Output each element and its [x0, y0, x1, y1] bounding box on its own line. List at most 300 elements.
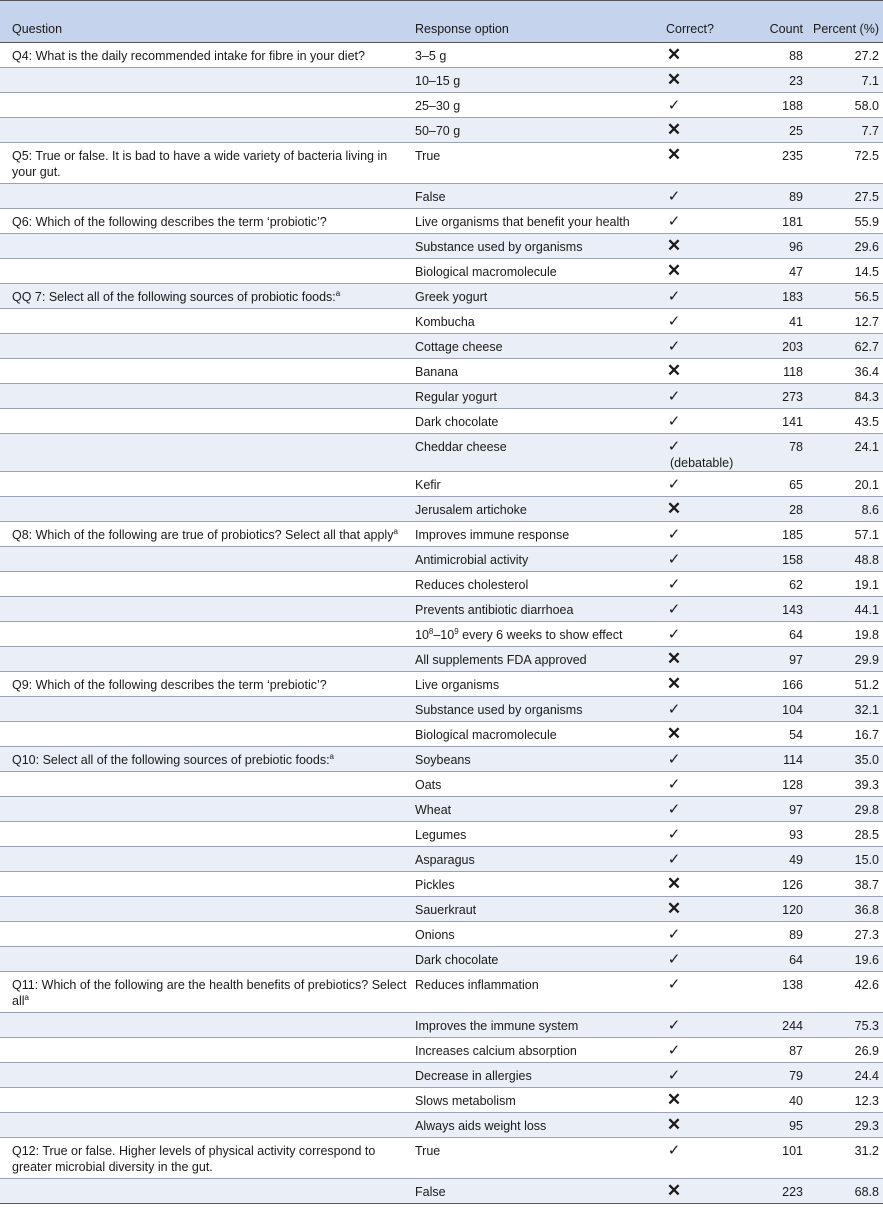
response-text: Onions	[415, 928, 455, 942]
question-cell	[0, 672, 411, 697]
percent-cell: 36.8	[807, 897, 883, 922]
correct-cell	[662, 897, 742, 922]
response-text: Improves the immune system	[415, 1019, 579, 1033]
table-row	[0, 847, 883, 872]
response-cell	[411, 947, 662, 972]
table-row	[0, 1088, 883, 1113]
correct-cell	[662, 118, 742, 143]
response-cell	[411, 209, 662, 234]
percent-cell: 26.9	[807, 1038, 883, 1063]
correct-cell	[662, 872, 742, 897]
correct-cell	[662, 384, 742, 409]
percent-cell: 35.0	[807, 747, 883, 772]
response-cell	[411, 334, 662, 359]
response-cell	[411, 1038, 662, 1063]
percent-cell: 19.8	[807, 622, 883, 647]
table-row	[0, 897, 883, 922]
cross-icon: ✕	[666, 1090, 682, 1109]
response-text: Prevents antibiotic diarrhoea	[415, 603, 574, 617]
percent-cell: 48.8	[807, 547, 883, 572]
response-text: Jerusalem artichoke	[415, 503, 527, 517]
correct-cell	[662, 947, 742, 972]
percent-cell: 55.9	[807, 209, 883, 234]
question-cell	[0, 1063, 411, 1088]
response-text: Legumes	[415, 828, 467, 842]
check-icon: ✓	[667, 926, 681, 943]
response-cell	[411, 772, 662, 797]
question-text: Q12: True or false. Higher levels of physical activity correspond to greater microbial diversity in the gut.	[12, 1144, 376, 1174]
response-text: Biological macromolecule	[415, 265, 557, 279]
table-row	[0, 1138, 883, 1179]
cross-icon: ✕	[666, 361, 682, 380]
percent-cell: 62.7	[807, 334, 883, 359]
header-question: Question	[0, 1, 411, 43]
header-percent: Percent (%)	[807, 1, 883, 43]
correct-cell	[662, 259, 742, 284]
correct-cell	[662, 647, 742, 672]
question-cell	[0, 1138, 411, 1179]
table-row	[0, 93, 883, 118]
count-cell: 54	[742, 722, 807, 747]
check-icon: ✓	[667, 976, 681, 993]
percent-cell: 36.4	[807, 359, 883, 384]
cross-icon: ✕	[666, 499, 682, 518]
percent-cell: 8.6	[807, 497, 883, 522]
table-row	[0, 972, 883, 1013]
check-icon: ✓	[667, 97, 681, 114]
percent-cell: 16.7	[807, 722, 883, 747]
count-cell: 93	[742, 822, 807, 847]
response-text: Sauerkraut	[415, 903, 477, 917]
response-cell	[411, 722, 662, 747]
footnote-marker: a	[329, 751, 334, 761]
response-cell	[411, 922, 662, 947]
question-text: Q4: What is the daily recommended intake for fibre in your diet?	[12, 49, 365, 63]
response-text: –10	[433, 628, 455, 642]
response-exponent: 9	[454, 626, 459, 636]
response-text: True	[415, 1144, 441, 1158]
cross-icon: ✕	[666, 1181, 682, 1200]
correct-cell	[662, 722, 742, 747]
table-row	[0, 434, 883, 472]
response-text: False	[415, 1185, 446, 1199]
response-text: Banana	[415, 365, 459, 379]
percent-cell: 15.0	[807, 847, 883, 872]
response-text: Kefir	[415, 478, 441, 492]
check-icon: ✓	[667, 438, 681, 455]
table-row	[0, 772, 883, 797]
question-cell	[0, 872, 411, 897]
percent-cell: 14.5	[807, 259, 883, 284]
question-cell	[0, 922, 411, 947]
count-cell: 141	[742, 409, 807, 434]
count-cell: 138	[742, 972, 807, 1013]
question-cell	[0, 572, 411, 597]
cross-icon: ✕	[666, 261, 682, 280]
correct-cell	[662, 43, 742, 68]
correct-cell	[662, 847, 742, 872]
response-cell	[411, 309, 662, 334]
response-cell	[411, 118, 662, 143]
cross-icon: ✕	[666, 674, 682, 693]
percent-cell: 72.5	[807, 143, 883, 184]
correct-note: (debatable)	[670, 456, 734, 470]
percent-cell: 28.5	[807, 822, 883, 847]
footnote-marker: a	[24, 992, 29, 1002]
count-cell: 120	[742, 897, 807, 922]
correct-cell	[662, 409, 742, 434]
check-icon: ✓	[667, 1142, 681, 1159]
percent-cell: 19.1	[807, 572, 883, 597]
percent-cell: 58.0	[807, 93, 883, 118]
count-cell: 64	[742, 947, 807, 972]
cross-icon: ✕	[666, 874, 682, 893]
response-text: False	[415, 190, 446, 204]
question-cell	[0, 747, 411, 772]
response-text: 50–70 g	[415, 124, 461, 138]
count-cell: 114	[742, 747, 807, 772]
response-cell	[411, 747, 662, 772]
response-cell	[411, 384, 662, 409]
table-row	[0, 1038, 883, 1063]
count-cell: 126	[742, 872, 807, 897]
percent-cell: 7.1	[807, 68, 883, 93]
response-text: Pickles	[415, 878, 455, 892]
correct-cell	[662, 972, 742, 1013]
table-row	[0, 697, 883, 722]
response-cell	[411, 647, 662, 672]
question-cell	[0, 722, 411, 747]
check-icon: ✓	[667, 776, 681, 793]
count-cell: 143	[742, 597, 807, 622]
check-icon: ✓	[667, 338, 681, 355]
response-cell	[411, 872, 662, 897]
count-cell: 166	[742, 672, 807, 697]
percent-cell: 29.8	[807, 797, 883, 822]
response-cell	[411, 68, 662, 93]
response-cell	[411, 547, 662, 572]
correct-cell	[662, 822, 742, 847]
correct-cell	[662, 143, 742, 184]
header-count: Count	[742, 1, 807, 43]
response-text: 10	[415, 628, 429, 642]
response-cell	[411, 622, 662, 647]
count-cell: 104	[742, 697, 807, 722]
table-row	[0, 68, 883, 93]
response-cell	[411, 93, 662, 118]
response-text: Increases calcium absorption	[415, 1044, 577, 1058]
percent-cell: 43.5	[807, 409, 883, 434]
percent-cell: 39.3	[807, 772, 883, 797]
question-text: Q6: Which of the following describes the term ‘probiotic’?	[12, 215, 327, 229]
response-exponent: 8	[428, 626, 434, 636]
correct-cell	[662, 1179, 742, 1204]
check-icon: ✓	[667, 388, 681, 405]
table-row	[0, 143, 883, 184]
question-cell	[0, 697, 411, 722]
response-cell	[411, 572, 662, 597]
response-cell	[411, 1113, 662, 1138]
table-row	[0, 334, 883, 359]
percent-cell: 84.3	[807, 384, 883, 409]
count-cell: 273	[742, 384, 807, 409]
check-icon: ✓	[667, 551, 681, 568]
count-cell: 47	[742, 259, 807, 284]
response-cell	[411, 43, 662, 68]
percent-cell: 29.6	[807, 234, 883, 259]
percent-cell: 7.7	[807, 118, 883, 143]
correct-cell	[662, 209, 742, 234]
question-cell	[0, 334, 411, 359]
response-cell	[411, 359, 662, 384]
table-row	[0, 284, 883, 309]
count-cell: 41	[742, 309, 807, 334]
question-text: Q5: True or false. It is bad to have a wide variety of bacteria living in your gut.	[12, 149, 388, 179]
count-cell: 78	[742, 434, 807, 472]
question-cell	[0, 497, 411, 522]
check-icon: ✓	[667, 1042, 681, 1059]
count-cell: 28	[742, 497, 807, 522]
percent-cell: 27.5	[807, 184, 883, 209]
percent-cell: 27.2	[807, 43, 883, 68]
table-row	[0, 1063, 883, 1088]
percent-cell: 44.1	[807, 597, 883, 622]
table-row	[0, 647, 883, 672]
correct-cell	[662, 1138, 742, 1179]
question-text: Q9: Which of the following describes the term ‘prebiotic’?	[12, 678, 327, 692]
question-text: Q8: Which of the following are true of probiotics? Select all that apply	[12, 528, 394, 542]
correct-cell	[662, 284, 742, 309]
count-cell: 88	[742, 43, 807, 68]
response-cell	[411, 184, 662, 209]
check-icon: ✓	[667, 951, 681, 968]
footnote-marker: a	[393, 526, 398, 536]
table-row	[0, 1113, 883, 1138]
table-row	[0, 572, 883, 597]
percent-cell: 29.9	[807, 647, 883, 672]
check-icon: ✓	[667, 826, 681, 843]
correct-cell	[662, 747, 742, 772]
question-cell	[0, 1179, 411, 1204]
response-cell	[411, 409, 662, 434]
response-text: Antimicrobial activity	[415, 553, 529, 567]
question-text: Q11: Which of the following are the health benefits of prebiotics? Select all	[12, 978, 407, 1008]
question-cell	[0, 209, 411, 234]
question-cell	[0, 93, 411, 118]
table-row	[0, 384, 883, 409]
correct-cell	[662, 334, 742, 359]
percent-cell: 38.7	[807, 872, 883, 897]
correct-cell	[662, 1113, 742, 1138]
table-row	[0, 209, 883, 234]
correct-cell	[662, 672, 742, 697]
percent-cell: 19.6	[807, 947, 883, 972]
question-cell	[0, 622, 411, 647]
count-cell: 25	[742, 118, 807, 143]
check-icon: ✓	[667, 413, 681, 430]
count-cell: 244	[742, 1013, 807, 1038]
correct-cell	[662, 359, 742, 384]
count-cell: 97	[742, 797, 807, 822]
response-cell	[411, 822, 662, 847]
table-row	[0, 409, 883, 434]
table-row	[0, 822, 883, 847]
question-cell	[0, 68, 411, 93]
count-cell: 40	[742, 1088, 807, 1113]
response-text: Improves immune response	[415, 528, 570, 542]
count-cell: 96	[742, 234, 807, 259]
correct-cell	[662, 1088, 742, 1113]
count-cell: 203	[742, 334, 807, 359]
response-text: Greek yogurt	[415, 290, 488, 304]
question-cell	[0, 847, 411, 872]
question-cell	[0, 434, 411, 472]
question-cell	[0, 259, 411, 284]
count-cell: 118	[742, 359, 807, 384]
response-text: Cottage cheese	[415, 340, 503, 354]
response-cell	[411, 697, 662, 722]
table-row	[0, 472, 883, 497]
header-row	[0, 1, 883, 43]
response-cell	[411, 259, 662, 284]
table-row	[0, 922, 883, 947]
check-icon: ✓	[667, 213, 681, 230]
header-correct: Correct?	[662, 1, 742, 43]
percent-cell: 24.1	[807, 434, 883, 472]
table-row	[0, 43, 883, 68]
question-cell	[0, 772, 411, 797]
correct-cell	[662, 309, 742, 334]
question-cell	[0, 184, 411, 209]
response-cell	[411, 1063, 662, 1088]
question-cell	[0, 234, 411, 259]
correct-cell	[662, 922, 742, 947]
question-cell	[0, 472, 411, 497]
table-row	[0, 597, 883, 622]
response-text: All supplements FDA approved	[415, 653, 587, 667]
percent-cell: 20.1	[807, 472, 883, 497]
question-cell	[0, 118, 411, 143]
cross-icon: ✕	[666, 649, 682, 668]
response-text: Cheddar cheese	[415, 440, 507, 454]
table-row	[0, 622, 883, 647]
count-cell: 181	[742, 209, 807, 234]
response-cell	[411, 522, 662, 547]
percent-cell: 12.7	[807, 309, 883, 334]
table-row	[0, 672, 883, 697]
count-cell: 79	[742, 1063, 807, 1088]
count-cell: 95	[742, 1113, 807, 1138]
cross-icon: ✕	[666, 899, 682, 918]
response-text: Dark chocolate	[415, 415, 499, 429]
percent-cell: 56.5	[807, 284, 883, 309]
cross-icon: ✕	[666, 45, 682, 64]
count-cell: 89	[742, 184, 807, 209]
correct-cell	[662, 1063, 742, 1088]
response-text: Asparagus	[415, 853, 475, 867]
response-cell	[411, 1138, 662, 1179]
question-cell	[0, 309, 411, 334]
table-row	[0, 259, 883, 284]
response-cell	[411, 797, 662, 822]
response-cell	[411, 847, 662, 872]
response-cell	[411, 1013, 662, 1038]
table-row	[0, 234, 883, 259]
response-text: True	[415, 149, 441, 163]
table-row	[0, 184, 883, 209]
response-text: Kombucha	[415, 315, 475, 329]
response-text: Oats	[415, 778, 442, 792]
response-text: Regular yogurt	[415, 390, 497, 404]
percent-cell: 75.3	[807, 1013, 883, 1038]
count-cell: 62	[742, 572, 807, 597]
correct-cell	[662, 597, 742, 622]
question-cell	[0, 522, 411, 547]
cross-icon: ✕	[666, 1115, 682, 1134]
question-cell	[0, 284, 411, 309]
count-cell: 235	[742, 143, 807, 184]
correct-cell	[662, 472, 742, 497]
response-text: 10–15 g	[415, 74, 461, 88]
cross-icon: ✕	[666, 120, 682, 139]
table-row	[0, 359, 883, 384]
table-row	[0, 522, 883, 547]
response-text: Always aids weight loss	[415, 1119, 547, 1133]
table-row	[0, 747, 883, 772]
table-row	[0, 1013, 883, 1038]
cross-icon: ✕	[666, 70, 682, 89]
table-row	[0, 872, 883, 897]
response-cell	[411, 672, 662, 697]
response-cell	[411, 434, 662, 472]
correct-cell	[662, 434, 742, 472]
table-row	[0, 797, 883, 822]
footnote-marker: a	[335, 288, 341, 298]
count-cell: 185	[742, 522, 807, 547]
check-icon: ✓	[667, 601, 681, 618]
response-cell	[411, 143, 662, 184]
response-text: Live organisms that benefit your health	[415, 215, 630, 229]
check-icon: ✓	[667, 576, 681, 593]
response-text: Decrease in allergies	[415, 1069, 532, 1083]
response-cell	[411, 284, 662, 309]
table-row	[0, 118, 883, 143]
percent-cell: 32.1	[807, 697, 883, 722]
question-cell	[0, 972, 411, 1013]
percent-cell: 24.4	[807, 1063, 883, 1088]
correct-cell	[662, 697, 742, 722]
response-text: Dark chocolate	[415, 953, 499, 967]
count-cell: 101	[742, 1138, 807, 1179]
question-cell	[0, 547, 411, 572]
response-cell	[411, 1088, 662, 1113]
count-cell: 65	[742, 472, 807, 497]
count-cell: 64	[742, 622, 807, 647]
correct-cell	[662, 1038, 742, 1063]
count-cell: 23	[742, 68, 807, 93]
count-cell: 158	[742, 547, 807, 572]
count-cell: 183	[742, 284, 807, 309]
percent-cell: 12.3	[807, 1088, 883, 1113]
correct-cell	[662, 184, 742, 209]
response-text: 25–30 g	[415, 99, 461, 113]
count-cell: 87	[742, 1038, 807, 1063]
count-cell: 223	[742, 1179, 807, 1204]
count-cell: 49	[742, 847, 807, 872]
response-text: Live organisms	[415, 678, 500, 692]
table-row	[0, 547, 883, 572]
question-cell	[0, 597, 411, 622]
